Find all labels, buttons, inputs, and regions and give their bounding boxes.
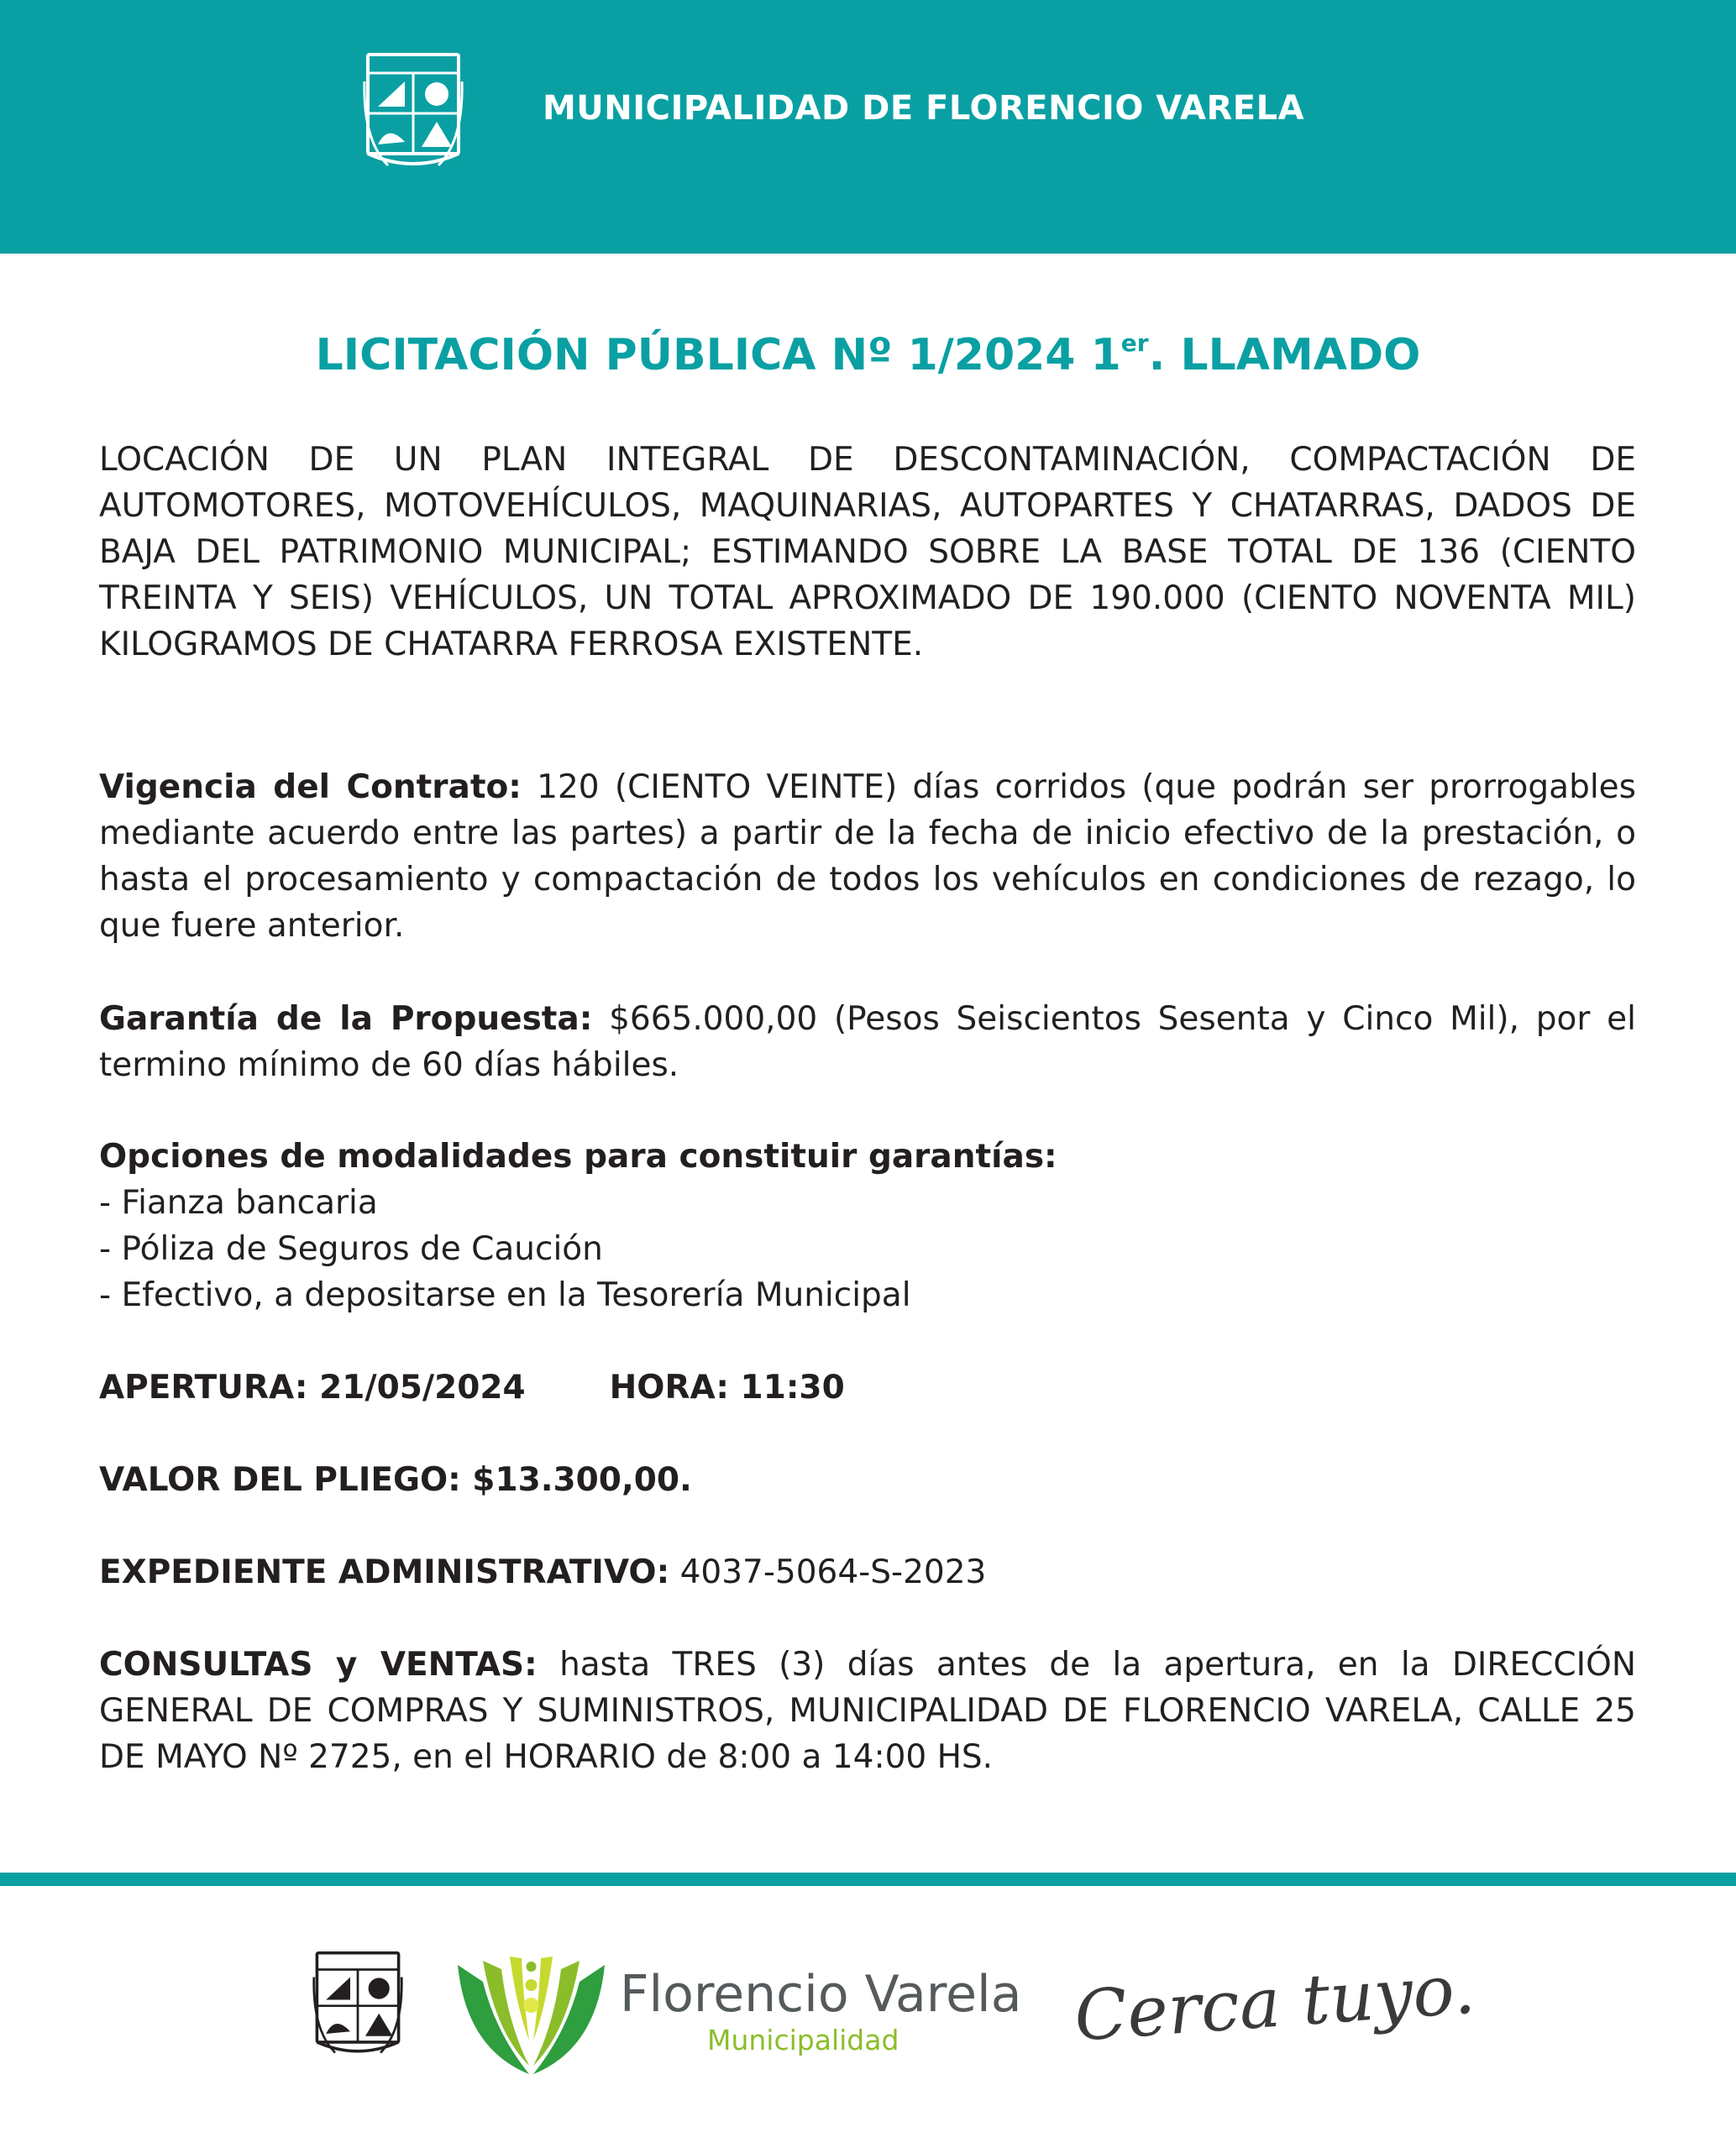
municipal-crest-icon: [363, 48, 464, 174]
hora: HORA: 11:30: [609, 1369, 845, 1407]
garantia-label: Garantía de la Propuesta:: [99, 1000, 593, 1038]
opciones-label: Opciones de modalidades para constituir garantías:: [99, 1138, 1057, 1176]
brand-name: Florencio Varela: [620, 1965, 1022, 2024]
opcion-efectivo: - Efectivo, a depositarse en la Tesorería Municipal: [99, 1276, 911, 1314]
expediente-value: 4037-5064-S-2023: [669, 1553, 987, 1591]
consultas-text: hasta TRES (3) días antes de la apertura, en la DIRECCIÓN GENERAL DE COMPRAS Y SUMINISTROS, MUNICIPALIDAD DE FLORENCIO VARELA, CALLE 25 DE MAYO Nº 2725, en el HORARIO de 8:00 a 14:00 HS.: [99, 1646, 1636, 1776]
valor-pliego: VALOR DEL PLIEGO: $13.300,00.: [99, 1461, 692, 1499]
title-main: LICITACIÓN PÚBLICA Nº 1/2024 1: [315, 330, 1121, 380]
title-end: . LLAMADO: [1148, 330, 1421, 380]
consultas-label: CONSULTAS y VENTAS:: [99, 1646, 538, 1684]
slogan-text: Cerca tuyo.: [1072, 1949, 1478, 2057]
apertura: APERTURA: 21/05/2024: [99, 1369, 526, 1407]
slogan: [1067, 1931, 1478, 2074]
brand-subtitle: Municipalidad: [707, 2024, 899, 2056]
vigencia-paragraph: [99, 764, 1636, 949]
notice-title: [0, 329, 1736, 380]
header-title: MUNICIPALIDAD DE FLORENCIO VARELA: [543, 89, 1305, 128]
footer-crest-icon: [312, 1946, 403, 2061]
garantia-paragraph: [99, 996, 1636, 1088]
footer-divider: [0, 1873, 1736, 1886]
consultas-paragraph: [99, 1642, 1636, 1780]
vigencia-text: 120 (CIENTO VEINTE) días corridos (que podrán ser prorrogables mediante acuerdo entre las partes) a partir de la fecha de inicio efectivo de la prestación, o hasta el procesamiento y compactación de todos los vehículos en condiciones de rezago, lo que fuere anterior.: [99, 768, 1636, 945]
florencio-varela-leaf-logo-icon: [449, 1948, 613, 2078]
apertura-line: [99, 1365, 1636, 1411]
opcion-poliza: - Póliza de Seguros de Caución: [99, 1230, 603, 1268]
garantia-text: $665.000,00 (Pesos Seiscientos Sesenta y Cinco Mil), por el termino mínimo de 60 días hábiles.: [99, 1000, 1636, 1084]
expediente-line: [99, 1549, 1636, 1595]
expediente-label: EXPEDIENTE ADMINISTRATIVO:: [99, 1553, 670, 1591]
opcion-fianza: - Fianza bancaria: [99, 1184, 378, 1222]
title-superscript: er: [1120, 329, 1149, 357]
vigencia-label: Vigencia del Contrato:: [99, 768, 522, 806]
notice-description: LOCACIÓN DE UN PLAN INTEGRAL DE DESCONTAMINACIÓN, COMPACTACIÓN DE AUTOMOTORES, MOTOVEHÍCULOS, MAQUINARIAS, AUTOPARTES Y CHATARRAS, DADOS DE BAJA DEL PATRIMONIO MUNICIPAL; ESTIMANDO SOBRE LA BASE TOTAL DE 136 (CIENTO TREINTA Y SEIS) VEHÍCULOS, UN TOTAL APROXIMADO DE 190.000 (CIENTO NOVENTA MIL) KILOGRAMOS DE CHATARRA FERROSA EXISTENTE.: [99, 441, 1636, 663]
